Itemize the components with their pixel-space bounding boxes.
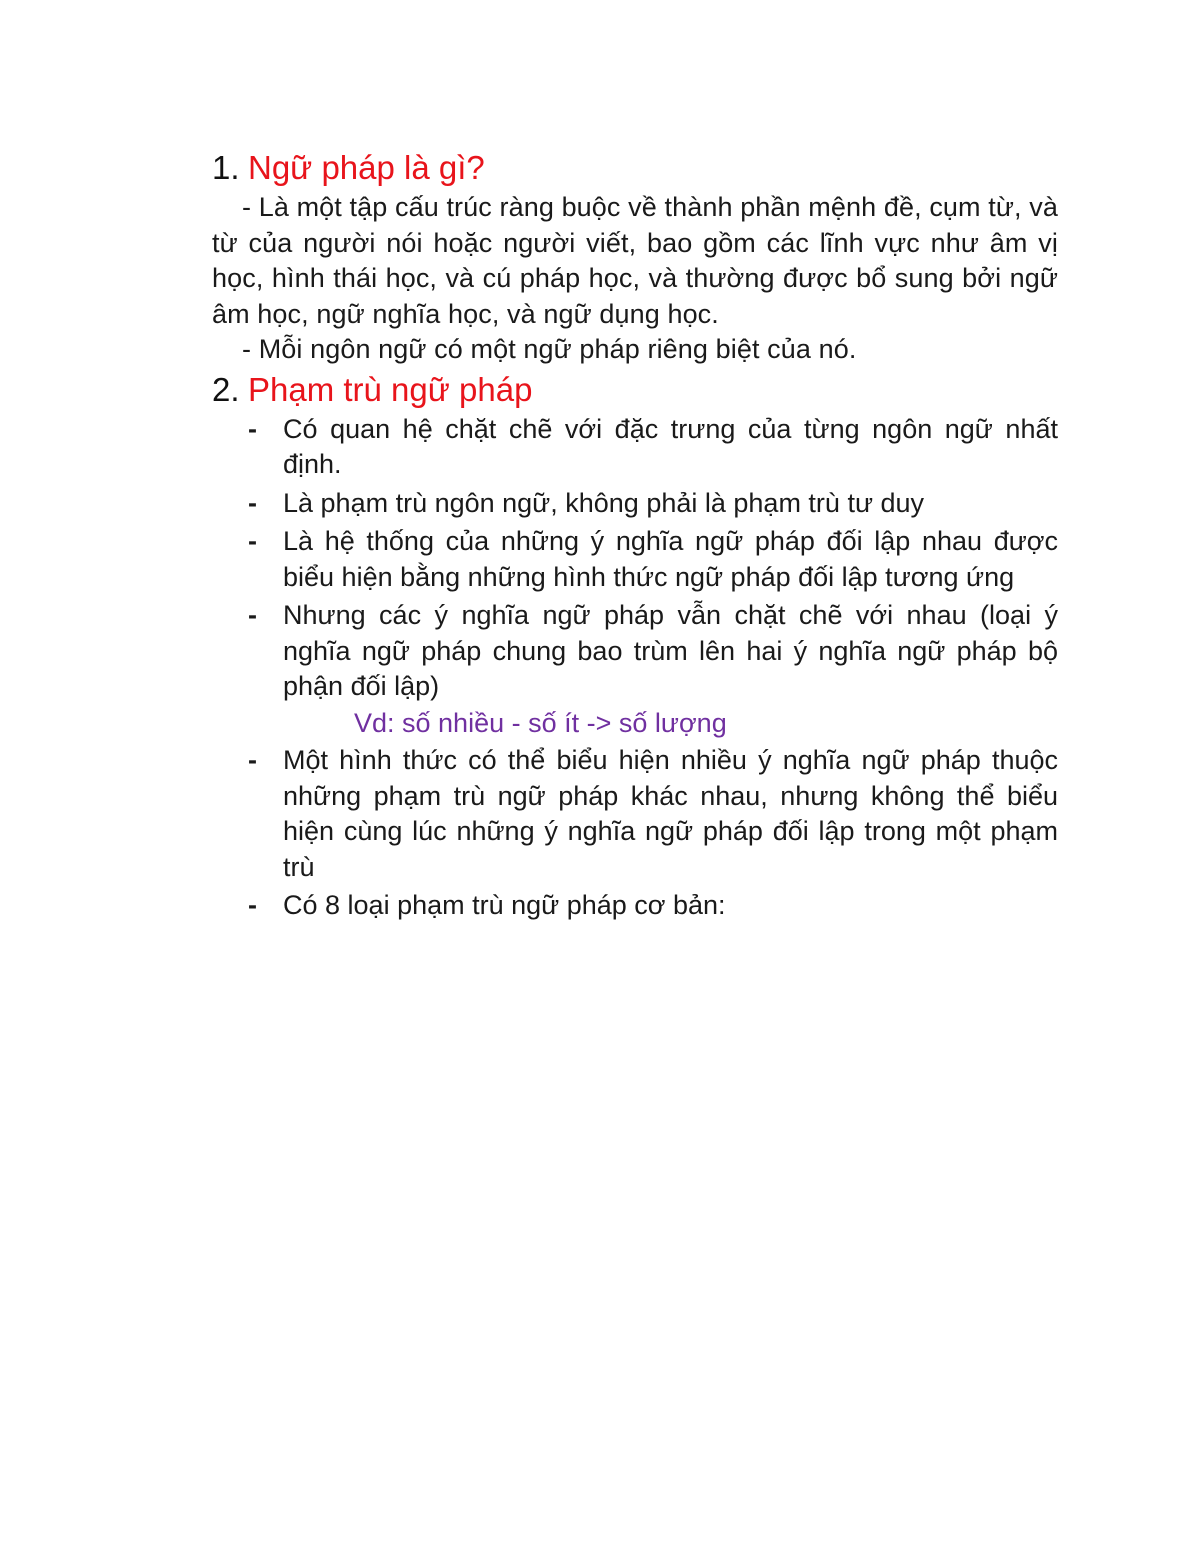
list-item-text: Có quan hệ chặt chẽ với đặc trưng của từng ngôn ngữ nhất định. — [283, 413, 1058, 479]
dash-bullet: - — [248, 600, 257, 630]
section-1-paragraph-2: - Mỗi ngôn ngữ có một ngữ pháp riêng biệt của nó. — [242, 334, 857, 364]
section-1-heading — [212, 148, 1058, 188]
list-item — [212, 743, 1058, 885]
list-item-text: Một hình thức có thể biểu hiện nhiều ý nghĩa ngữ pháp thuộc những phạm trù ngữ pháp khác nhau, nhưng không thể biểu hiện cùng lúc những ý nghĩa ngữ pháp đối lập trong một phạm trù — [283, 745, 1058, 882]
dash-bullet: - — [248, 890, 257, 920]
list-item — [212, 598, 1058, 705]
dash-bullet: - — [248, 526, 257, 556]
list-item-text: Là hệ thống của những ý nghĩa ngữ pháp đối lập nhau được biểu hiện bằng những hình thức ngữ pháp đối lập tương ứng — [283, 526, 1058, 592]
section-2-number: 2. — [212, 370, 240, 408]
dash-bullet: - — [248, 413, 257, 444]
document-page — [212, 148, 1058, 927]
list-item-text: Có 8 loại phạm trù ngữ pháp cơ bản: — [283, 890, 726, 920]
list-item-text: Là phạm trù ngôn ngữ, không phải là phạm trù tư duy — [283, 487, 925, 518]
list-item — [212, 524, 1058, 595]
section-2-list — [212, 412, 1058, 705]
section-1-title: Ngữ pháp là gì? — [248, 149, 485, 186]
list-item — [212, 888, 1058, 924]
section-2-heading — [212, 370, 1058, 410]
section-1-number: 1. — [212, 149, 240, 186]
section-2-title: Phạm trù ngữ pháp — [248, 370, 533, 408]
section-1-paragraph-1: - Là một tập cấu trúc ràng buộc về thành phần mệnh đề, cụm từ, và từ của người nói hoặc người viết, bao gồm các lĩnh vực như âm vị học, hình thái học, và cú pháp học, và thường được bổ sung bởi ngữ âm học, ngữ nghĩa học, và ngữ dụng học. — [212, 192, 1058, 329]
list-item — [212, 412, 1058, 483]
dash-bullet: - — [248, 487, 257, 518]
list-item-text: Nhưng các ý nghĩa ngữ pháp vẫn chặt chẽ với nhau (loại ý nghĩa ngữ pháp chung bao trùm lên hai ý nghĩa ngữ pháp bộ phận đối lập) — [283, 600, 1058, 701]
list-item — [212, 486, 1058, 522]
dash-bullet: - — [248, 745, 257, 775]
example-line: Vd: số nhiều - số ít -> số lượng — [354, 707, 727, 738]
section-2-list-continued — [212, 743, 1058, 924]
